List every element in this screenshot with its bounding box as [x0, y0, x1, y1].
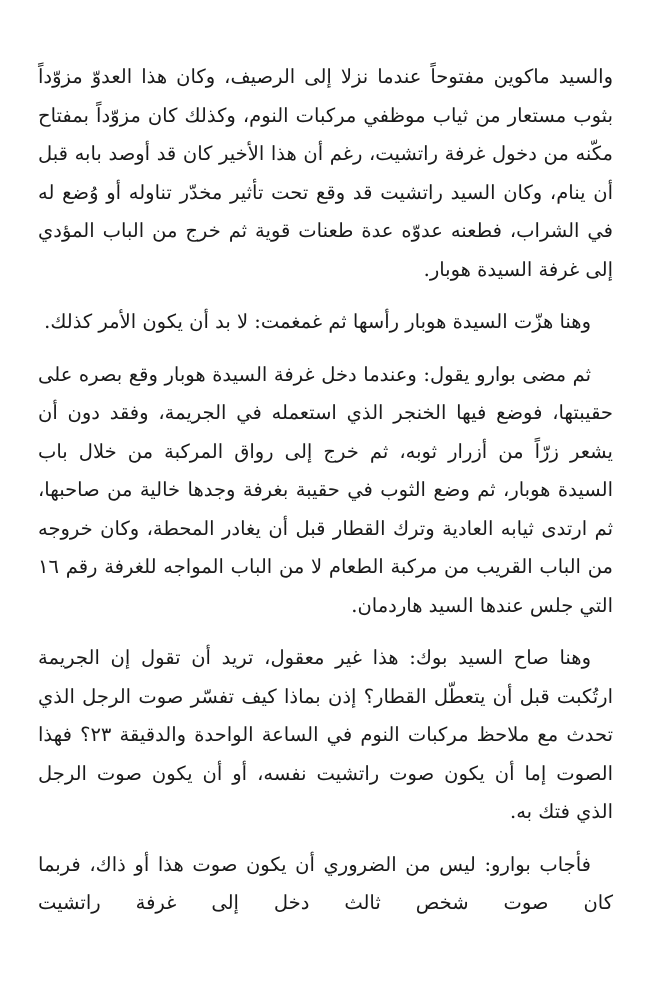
paragraph-5: فأجاب بوارو: ليس من الضروري أن يكون صوت هذا أو ذاك، فربما كان صوت شخص ثالث دخل إلى غرفة راتشيت	[38, 852, 613, 914]
paragraph-4: وهنا صاح السيد بوك: هذا غير معقول، تريد أن تقول إن الجريمة ارتُكبت قبل أن يتعطّل القطار؟ إذن بماذا كيف تفسّر صوت الرجل الذي تحدث مع ملاحظ مركبات النوم في الساعة الواحدة والدقيقة ٢٣؟ فهذا الصوت إما أن يكون صوت راتشيت نفسه، أو أن يكون صوت الرجل الذي فتك به.	[38, 646, 613, 823]
paragraph-3: ثم مضى بوارو يقول: وعندما دخل غرفة السيدة هوبار وقع بصره على حقيبتها، فوضع فيها الخنجر الذي استعمله في الجريمة، وفقد دون أن يشعر زرّاً من أزرار ثوبه، ثم خرج إلى رواق المركبة من خلال باب السيدة هوبار، ثم وضع الثوب في حقيبة بغرفة وجدها خالية من صاحبها، ثم ارتدى ثيابه العادية وترك القطار قبل أن يغادر المحطة، وكان خروجه من الباب القريب من مركبة الطعام لا من الباب المواجه للغرفة رقم ١٦ التي جلس عندها السيد هاردمان.	[38, 362, 613, 617]
paragraph-1: والسيد ماكوين مفتوحاً عندما نزلا إلى الرصيف، وكان هذا العدوّ مزوّداً بثوب مستعار من ثياب موظفي مركبات النوم، وكذلك كان مزوّداً بمفتاح مكّنه من دخول غرفة راتشيت، رغم أن هذا الأخير كان قد أوصد بابه قبل أن ينام، وكان السيد راتشيت قد وقع تحت تأثير مخدّر تناوله أو وُضع له في الشراب، فطعنه عدوّه عدة طعنات قوية ثم خرج من الباب المؤدي إلى غرفة السيدة هوبار.	[38, 65, 613, 281]
paragraph-2: وهنا هزّت السيدة هوبار رأسها ثم غمغمت: لا بد أن يكون الأمر كذلك.	[44, 310, 591, 333]
